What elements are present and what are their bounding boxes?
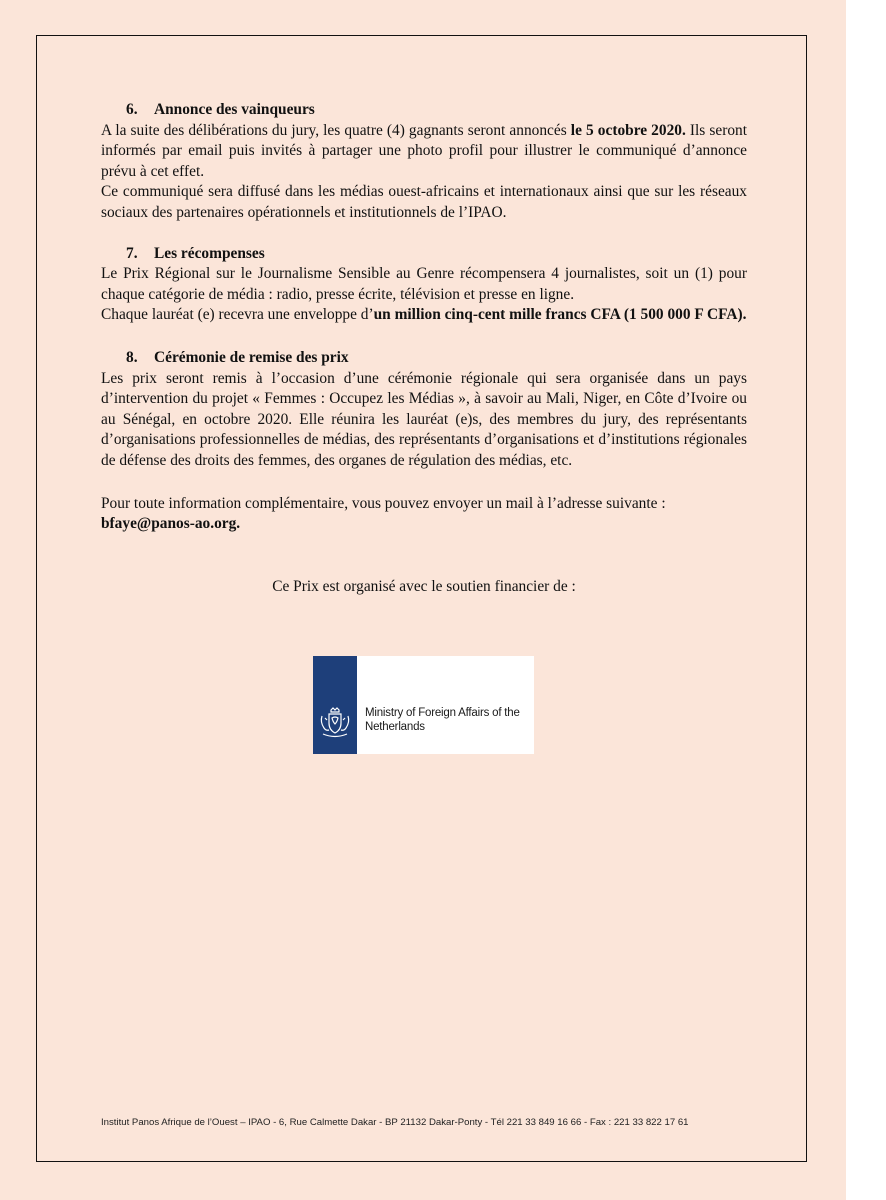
netherlands-ministry-logo	[313, 656, 534, 754]
section-8-paragraph-1: Les prix seront remis à l’occasion d’une cérémonie régionale qui sera organisée dans un pays d’intervention du projet « Femmes : Occupez les Médias », à savoir au Mali, Niger, en Côte d’Ivoire ou au Sénégal, en octobre 2020. Elle réunira les lauréat (e)s, des membres du jury, des représentants d’organisations professionnelles de médias, des représentants d’organisations et d’institutions régionales de défense des droits des femmes, des organes de régulation des médias, etc.	[101, 369, 747, 469]
section-6-paragraph-2: Ce communiqué sera diffusé dans les médias ouest-africains et internationaux ainsi que sur les réseaux sociaux des partenaires opérationnels et institutionnels de l’IPAO.	[101, 183, 747, 221]
section-6-text-b: Ils seront informés par email puis invités à partager une photo profil pour illustrer le communiqué d’annonce prévu à cet effet.	[101, 121, 748, 180]
section-7-heading	[101, 244, 747, 265]
section-8-number: 8.	[126, 348, 138, 366]
section-7-paragraph-1: Le Prix Régional sur le Journalisme Sensible au Genre récompensera 4 journalistes, soit un (1) pour chaque catégorie de média : radio, presse écrite, télévision et presse en ligne.	[101, 265, 747, 303]
prize-amount: un million cinq-cent mille francs CFA (1 500 000 F CFA).	[373, 306, 747, 324]
contact-email[interactable]: bfaye@panos-ao.org.	[101, 515, 241, 533]
logo-line-1: Ministry of Foreign Affairs of the	[365, 707, 520, 719]
announcement-date: le 5 octobre 2020.	[570, 121, 686, 139]
section-6-paragraph-1	[101, 121, 747, 183]
logo-blue-band	[313, 656, 357, 754]
section-7-text-a: Chaque lauréat (e) recevra une enveloppe d’	[101, 306, 374, 324]
logo-text	[365, 707, 533, 734]
section-6-heading	[101, 100, 747, 121]
section-8-title: Cérémonie de remise des prix	[154, 348, 349, 366]
section-6-text-a: A la suite des délibérations du jury, les quatre (4) gagnants seront annoncés	[101, 121, 571, 139]
page-margin-strip	[846, 0, 886, 1200]
contact-text: Pour toute information complémentaire, vous pouvez envoyer un mail à l’adresse suivante :	[101, 494, 666, 512]
contact-email-line	[101, 514, 747, 535]
section-6-number: 6.	[126, 101, 138, 118]
netherlands-coat-of-arms-icon	[318, 706, 352, 740]
document-body	[101, 100, 747, 597]
section-7-number: 7.	[126, 244, 138, 262]
section-7-title: Les récompenses	[154, 244, 265, 262]
footer-address: Institut Panos Afrique de l’Ouest – IPAO - 6, Rue Calmette Dakar - BP 21132 Dakar-Ponty - Tél 221 33 849 16 66 - Fax : 221 33 822 17 61	[101, 1117, 689, 1128]
section-7-paragraph-2	[101, 305, 747, 326]
section-8-heading	[101, 348, 747, 369]
sponsor-intro: Ce Prix est organisé avec le soutien financier de :	[272, 577, 576, 595]
section-6-title: Annonce des vainqueurs	[154, 101, 315, 118]
logo-line-2: Netherlands	[365, 720, 425, 733]
